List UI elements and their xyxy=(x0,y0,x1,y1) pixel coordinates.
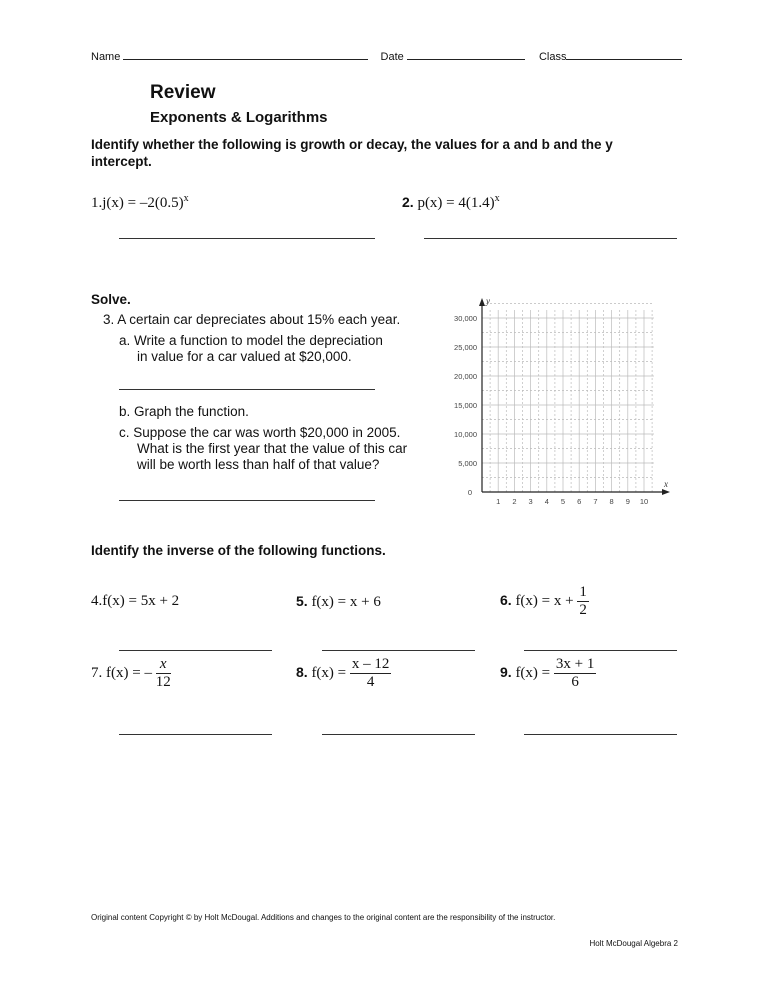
question-5 xyxy=(296,593,381,611)
origin-label: 0 xyxy=(467,488,472,497)
section3-heading: Identify the inverse of the following functions. xyxy=(91,543,386,558)
question-9 xyxy=(500,656,596,691)
date-label: Date xyxy=(380,51,404,63)
section2-heading: Solve. xyxy=(91,292,131,307)
question-2 xyxy=(402,193,500,212)
section1-instruction: Identify whether the following is growth or decay, the values for a and b and the y intercept. xyxy=(91,137,613,169)
x-tick-label: 6 xyxy=(577,497,582,506)
question-7-fraction xyxy=(156,656,171,691)
question-3a-line2: in value for a car valued at $20,000. xyxy=(137,349,352,364)
class-label: Class xyxy=(538,51,567,63)
date-field[interactable] xyxy=(407,47,525,60)
y-tick-label: 30,000 xyxy=(454,314,477,323)
question-3c-line2: What is the first year that the value of this car xyxy=(137,441,408,456)
question-2-exponent: x xyxy=(494,193,500,204)
question-9-text: f(x) = xyxy=(515,664,551,681)
question-6 xyxy=(500,584,589,619)
footer-book: Holt McDougal Algebra 2 xyxy=(589,939,678,948)
answer-line-1[interactable] xyxy=(119,238,375,239)
question-6-number: 6. xyxy=(500,591,512,608)
question-7-numerator: x xyxy=(156,656,171,674)
x-tick-label: 4 xyxy=(544,497,549,506)
y-tick-label: 10,000 xyxy=(454,430,477,439)
question-8-numerator: x – 12 xyxy=(351,656,390,672)
name-label: Name xyxy=(91,51,121,63)
question-6-denominator: 2 xyxy=(579,602,587,618)
question-5-number: 5. xyxy=(296,593,308,609)
answer-line-8[interactable] xyxy=(322,734,475,735)
x-tick-label: 1 xyxy=(496,497,501,506)
x-tick-label: 7 xyxy=(593,497,598,506)
answer-line-9[interactable] xyxy=(524,734,677,735)
question-8-text: f(x) = xyxy=(311,664,347,681)
x-tick-label: 5 xyxy=(560,497,566,506)
answer-line-6[interactable] xyxy=(524,650,677,651)
question-9-numerator: 3x + 1 xyxy=(555,656,595,672)
question-7-denominator: 12 xyxy=(155,674,171,690)
question-2-text: p(x) = 4(1.4) xyxy=(417,195,495,211)
question-1-text: 1.j(x) = –2(0.5) xyxy=(91,195,184,211)
y-axis-label: y xyxy=(486,296,490,306)
question-3c-line1: c. Suppose the car was worth $20,000 in 2005. xyxy=(119,425,401,440)
x-tick-label: 9 xyxy=(625,497,630,506)
question-8-fraction xyxy=(350,656,392,691)
question-6-text: f(x) = x + xyxy=(515,592,574,609)
question-6-fraction xyxy=(577,584,589,619)
question-1-exponent: x xyxy=(183,193,189,204)
question-8-denominator: 4 xyxy=(366,674,375,690)
class-field[interactable] xyxy=(566,47,682,60)
page-subtitle: Exponents & Logarithms xyxy=(150,109,328,126)
question-7-text: 7. f(x) = – xyxy=(91,664,152,681)
footer-copyright: Original content Copyright © by Holt McDougal. Additions and changes to the original content are the responsibility of the instructor. xyxy=(91,913,556,922)
y-tick-label: 20,000 xyxy=(454,372,477,381)
y-tick-label: 25,000 xyxy=(454,343,477,352)
y-tick-label: 5,000 xyxy=(458,459,477,468)
question-3: 3. A certain car depreciates about 15% each year. xyxy=(103,312,401,327)
answer-line-2[interactable] xyxy=(424,238,677,239)
question-3c-line3: will be worth less than half of that value? xyxy=(137,457,380,472)
question-9-number: 9. xyxy=(500,663,512,680)
x-tick-label: 8 xyxy=(609,497,614,506)
x-tick-label: 3 xyxy=(528,497,533,506)
page-title: Review xyxy=(150,82,216,103)
x-tick-label: 10 xyxy=(639,497,649,506)
answer-line-3c[interactable] xyxy=(119,500,375,501)
answer-line-5[interactable] xyxy=(322,650,475,651)
x-axis-label: x xyxy=(664,479,668,489)
answer-line-4[interactable] xyxy=(119,650,272,651)
question-8-number: 8. xyxy=(296,663,308,680)
x-axis-arrow xyxy=(662,489,670,495)
question-9-fraction xyxy=(554,656,596,691)
answer-line-3a[interactable] xyxy=(119,389,375,390)
question-4: 4.f(x) = 5x + 2 xyxy=(91,593,180,609)
header-row xyxy=(91,47,691,63)
question-8 xyxy=(296,656,391,691)
x-tick-label: 2 xyxy=(512,497,517,506)
question-7 xyxy=(91,656,171,691)
question-6-numerator: 1 xyxy=(579,584,587,600)
question-3a-line1: a. Write a function to model the depreciation xyxy=(119,333,383,348)
question-9-denominator: 6 xyxy=(571,674,579,690)
y-axis-arrow xyxy=(479,298,485,306)
name-field[interactable] xyxy=(123,47,368,60)
question-1 xyxy=(91,193,189,212)
question-5-text: f(x) = x + 6 xyxy=(311,594,381,610)
y-tick-label: 15,000 xyxy=(454,401,477,410)
answer-line-7[interactable] xyxy=(119,734,272,735)
question-3b: b. Graph the function. xyxy=(119,404,249,419)
question-2-number: 2. xyxy=(402,194,414,210)
graph-grid[interactable] xyxy=(440,296,680,506)
